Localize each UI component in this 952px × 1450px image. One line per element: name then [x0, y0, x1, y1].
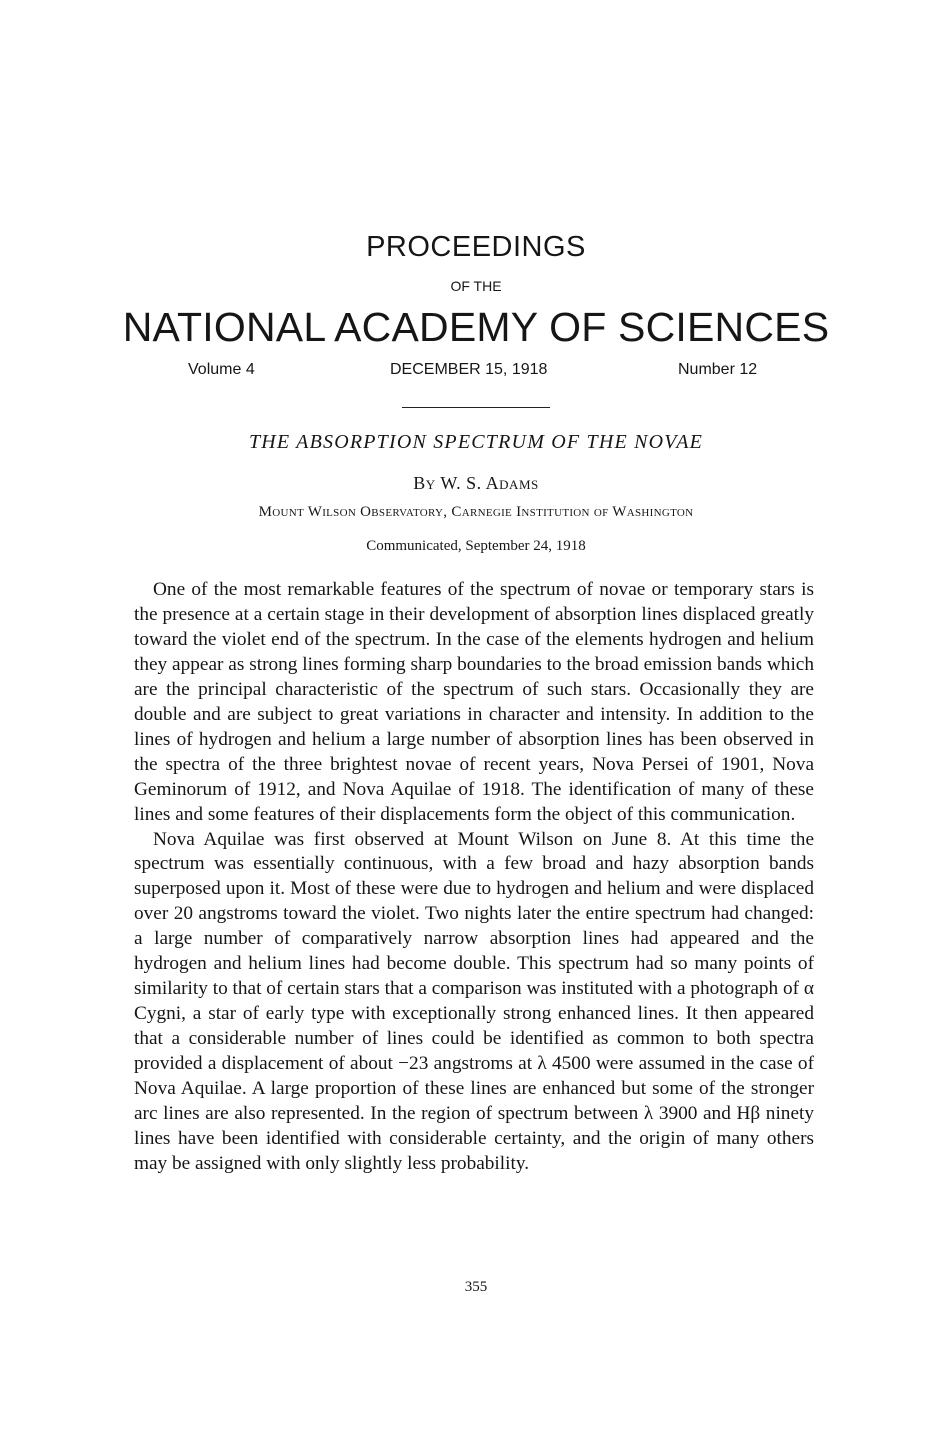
article-affiliation: Mount Wilson Observatory, Carnegie Institution of Washington — [258, 504, 694, 520]
journal-title: PROCEEDINGS — [366, 231, 586, 263]
academy-name: NATIONAL ACADEMY OF SCIENCES — [122, 304, 830, 350]
header-divider — [402, 407, 550, 408]
issue-number: Number 12 — [678, 361, 758, 378]
article-body — [134, 578, 814, 1177]
communicated-date: Communicated, September 24, 1918 — [366, 538, 586, 554]
body-paragraph-2: Nova Aquilae was first observed at Mount Wilson on June 8. At this time the spectrum was essentially continuous, with a few broad and hazy absorption bands superposed upon it. Most of these were due to hydrogen and helium and were displaced over 20 angstroms toward the violet. Two nights later the entire spectrum had changed: a large number of comparatively narrow absorption lines had appeared and the hydrogen and helium lines had become double. This spectrum had so many points of similarity to that of certain stars that a comparison was instituted with a photograph of α Cygni, a star of early type with exceptionally strong enhanced lines. It then appeared that a considerable number of lines could be identified as common to both spectra provided a displacement of about −23 angstroms at λ 4500 were assumed in the case of Nova Aquilae. A large proportion of these lines are enhanced but some of the stronger arc lines are also represented. In the region of spectrum between λ 3900 and Hβ ninety lines have been identified with considerable certainty, and the origin of many others may be assigned with only slightly less probability. — [134, 828, 814, 1174]
page-number: 355 — [464, 1279, 488, 1295]
issue-date: DECEMBER 15, 1918 — [390, 361, 548, 378]
journal-of-the: OF THE — [450, 278, 502, 294]
article-byline: By W. S. Adams — [413, 473, 539, 493]
body-paragraph-1: One of the most remarkable features of the spectrum of novae or temporary stars is the presence at a certain stage in their development of absorption lines displaced greatly toward the violet end of the spectrum. In the case of the elements hydrogen and helium they appear as strong lines forming sharp boundaries to the broad emission bands which are the principal characteristic of the spectrum of such stars. Occasionally they are double and are subject to great variations in character and intensity. In addition to the lines of hydrogen and helium a large number of absorption lines has been observed in the spectra of the three brightest novae of recent years, Nova Persei of 1901, Nova Geminorum of 1912, and Nova Aquilae of 1918. The identification of many of these lines and some features of their displacements form the object of this communication. — [134, 579, 814, 825]
article-title: THE ABSORPTION SPECTRUM OF THE NOVAE — [248, 431, 704, 453]
issue-volume: Volume 4 — [188, 361, 255, 378]
